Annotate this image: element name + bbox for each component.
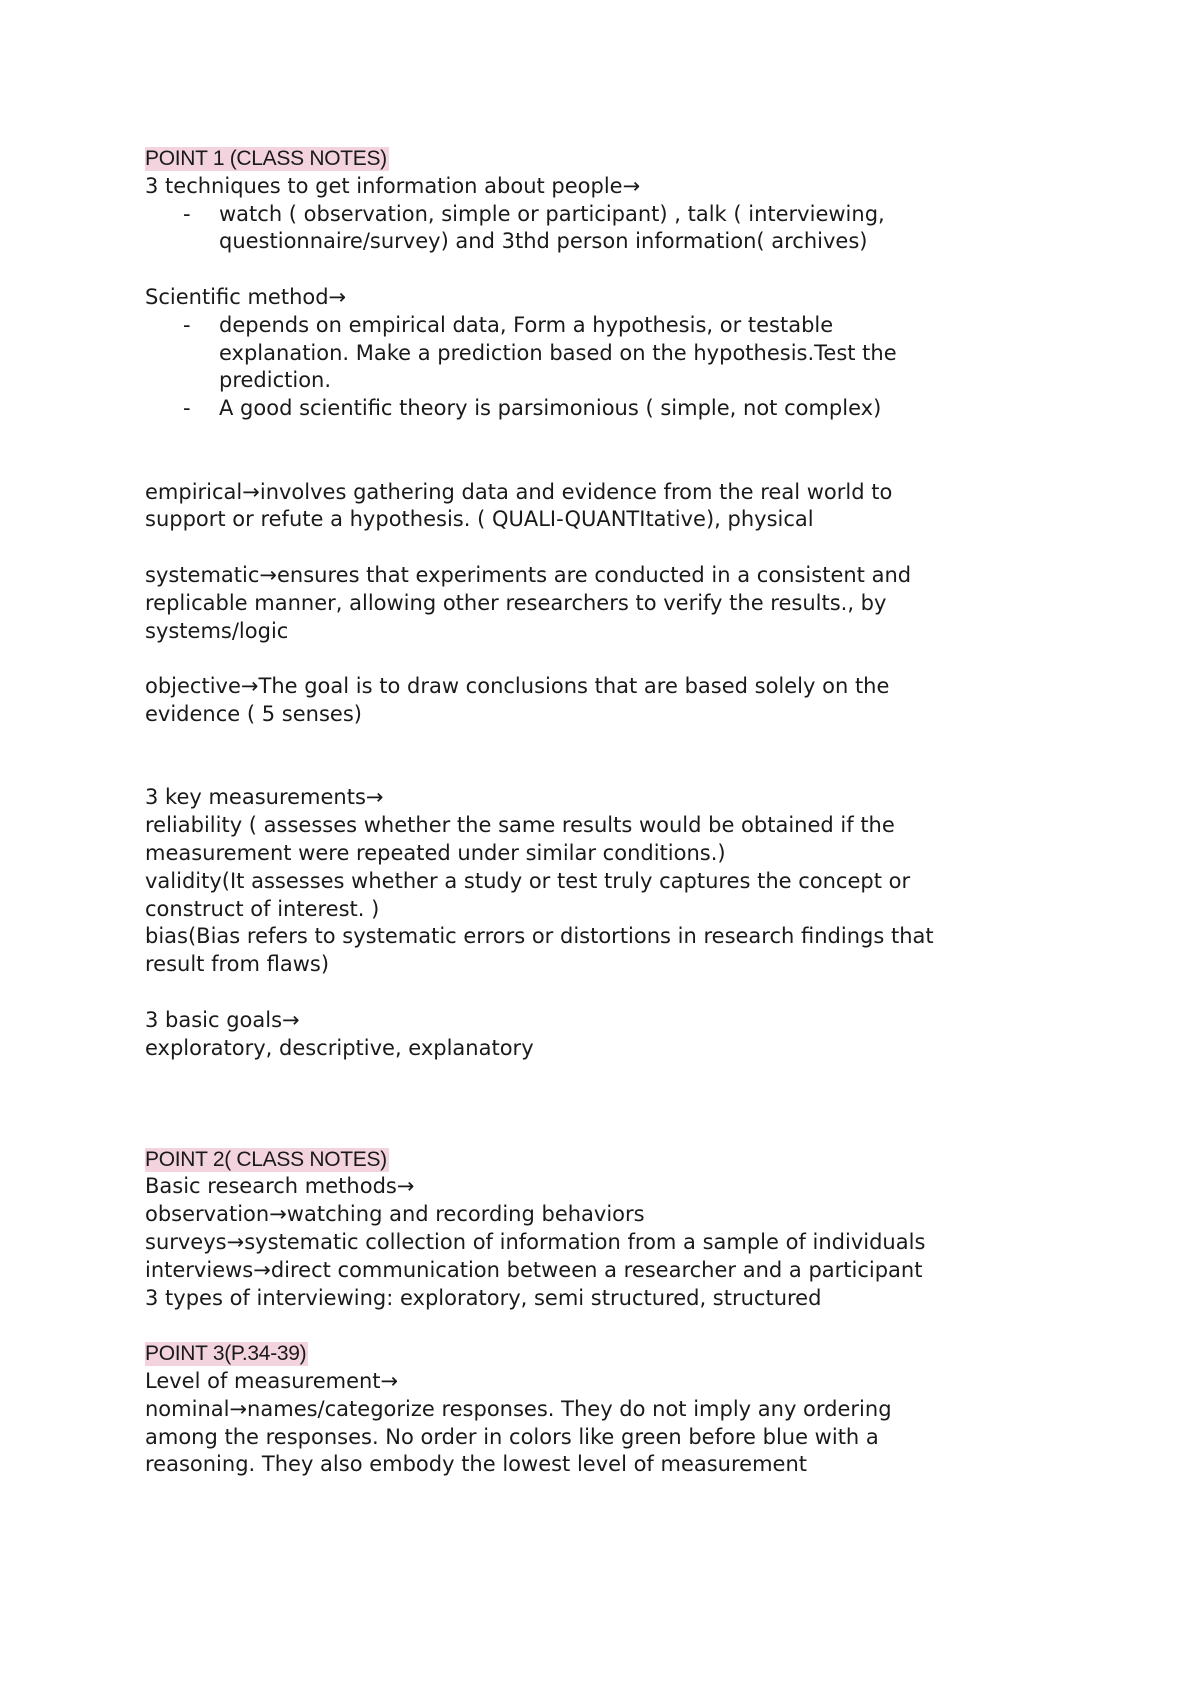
systematic-def: systematic→ensures that experiments are conducted in a consistent and: [145, 562, 912, 587]
point2-heading: [145, 1146, 1085, 1174]
bias-def-cont: result from flaws): [145, 952, 330, 977]
spacer: [145, 1062, 1085, 1118]
sci-bullet-1-cont: [145, 340, 1085, 368]
interviews-def: interviews→direct communication between a researcher and a participant: [145, 1257, 923, 1282]
goals-intro: 3 basic goals→: [145, 1007, 300, 1032]
bullet-dash: -: [183, 312, 191, 337]
document-body: [145, 145, 1085, 1479]
techniques-bullet: [145, 201, 1085, 229]
reliability-def: reliability ( assesses whether the same results would be obtained if the: [145, 813, 895, 838]
reliability-def-cont: measurement were repeated under similar conditions.): [145, 840, 726, 865]
systematic-def-cont: systems/logic: [145, 618, 289, 643]
spacer: [145, 534, 1085, 562]
empirical-def: empirical→involves gathering data and evidence from the real world to: [145, 479, 893, 504]
bullet-text: questionnaire/survey) and 3thd person information( archives): [219, 229, 868, 254]
techniques-intro: 3 techniques to get information about people→: [145, 173, 641, 198]
spacer: [145, 1312, 1085, 1340]
bullet-text: depends on empirical data, Form a hypothesis, or testable: [219, 312, 834, 337]
spacer: [145, 423, 1085, 479]
objective-def-cont: evidence ( 5 senses): [145, 701, 362, 726]
spacer: [145, 1118, 1085, 1146]
spacer: [145, 645, 1085, 673]
observation-def: observation→watching and recording behaviors: [145, 1202, 645, 1227]
techniques-bullet-cont: [145, 228, 1085, 256]
bullet-dash: -: [183, 396, 191, 421]
point1-heading-text: POINT 1 (CLASS NOTES): [145, 147, 387, 170]
bias-def: bias(Bias refers to systematic errors or distortions in research findings that: [145, 924, 934, 949]
bullet-text: prediction.: [219, 368, 332, 393]
validity-def-cont: construct of interest. ): [145, 896, 380, 921]
surveys-def: surveys→systematic collection of information from a sample of individuals: [145, 1230, 926, 1255]
goals-list: exploratory, descriptive, explanatory: [145, 1035, 534, 1060]
point3-heading-text: POINT 3(P.34-39): [145, 1342, 307, 1366]
spacer: [145, 256, 1085, 284]
spacer: [145, 729, 1085, 785]
sci-bullet-1: [145, 312, 1085, 340]
methods-intro: Basic research methods→: [145, 1174, 415, 1199]
validity-def: validity(It assesses whether a study or test truly captures the concept or: [145, 868, 911, 893]
empirical-def-cont: support or refute a hypothesis. ( QUALI-QUANTItative), physical: [145, 507, 814, 532]
spacer: [145, 979, 1085, 1007]
sci-bullet-2: [145, 395, 1085, 423]
measurements-intro: 3 key measurements→: [145, 785, 384, 810]
point3-heading: [145, 1340, 1085, 1368]
interview-types: 3 types of interviewing: exploratory, semi structured, structured: [145, 1285, 822, 1310]
sci-method-intro: Scientific method→: [145, 284, 347, 309]
point2-heading-text: POINT 2( CLASS NOTES): [145, 1147, 387, 1171]
nominal-def: nominal→names/categorize responses. They do not imply any ordering: [145, 1396, 892, 1421]
bullet-text: explanation. Make a prediction based on the hypothesis.Test the: [219, 340, 897, 365]
sci-bullet-1-cont: [145, 367, 1085, 395]
point1-heading: [145, 145, 1085, 173]
nominal-def-cont: reasoning. They also embody the lowest level of measurement: [145, 1452, 808, 1477]
bullet-text: A good scientific theory is parsimonious ( simple, not complex): [219, 396, 882, 421]
objective-def: objective→The goal is to draw conclusions that are based solely on the: [145, 674, 890, 699]
nominal-def-cont: among the responses. No order in colors like green before blue with a: [145, 1424, 879, 1449]
systematic-def-cont: replicable manner, allowing other researchers to verify the results., by: [145, 590, 887, 615]
bullet-text: watch ( observation, simple or participant) , talk ( interviewing,: [219, 201, 885, 226]
bullet-dash: -: [183, 201, 191, 226]
level-intro: Level of measurement→: [145, 1369, 399, 1394]
